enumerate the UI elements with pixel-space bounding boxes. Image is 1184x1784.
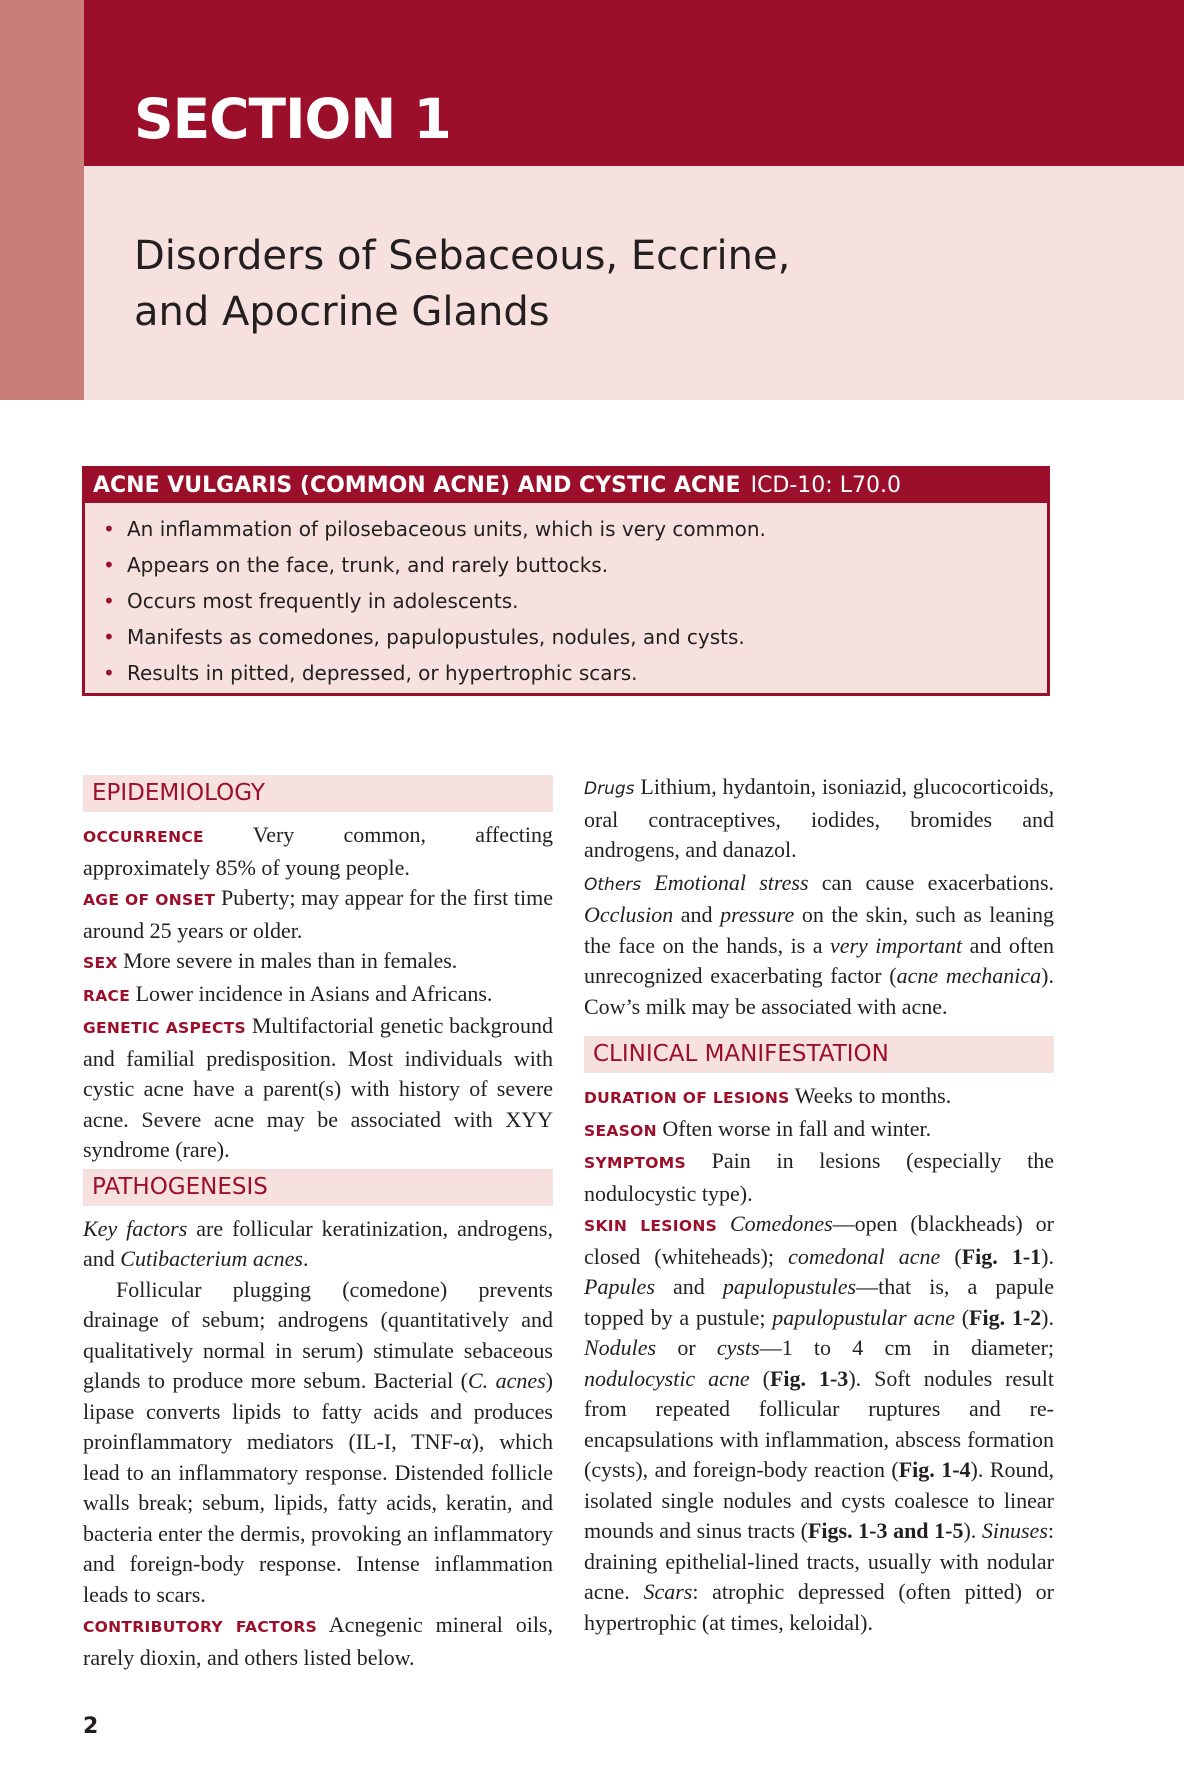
right-column: [584, 772, 1054, 1638]
bullet-icon: •: [103, 661, 115, 685]
sex-label: SEX: [83, 954, 118, 972]
figure-reference: Fig. 1-3: [769, 1365, 849, 1391]
others-label: Others: [584, 874, 642, 895]
summary-bullet: • Manifests as comedones, papulopustules, nodules, and cysts.: [103, 619, 1047, 655]
genetic-aspects-paragraph: GENETIC ASPECTS Multifactorial genetic background and familial predisposition. Most individuals with cystic acne have a parent(s) with history of severe acne. Severe acne may be associated with XYY syndrome (rare).: [83, 1013, 554, 1162]
season-label: SEASON: [584, 1121, 657, 1140]
decorative-sidebar: [0, 0, 84, 400]
duration-paragraph: DURATION OF LESIONS Weeks to months.: [584, 1083, 952, 1108]
skin-lesions-paragraph: SKIN LESIONS Comedones—open (blackheads) or closed (whiteheads); comedonal acne (Fig. 1-1). Papules and papulopustules—that is, a papule topped by a pustule; papulopustular acne (Fig. 1-2). Nodules or cysts—1 to 4 cm in diameter; nodulocystic acne (Fig. 1-3). Soft nodules result from repeated follicular ruptures and re-encapsulations with inflammation, abscess formation (cysts), and foreign-body reaction (Fig. 1-4). Round, isolated single nodules and cysts coalesce to linear mounds and sinus tracts (Figs. 1-3 and 1-5). Sinuses: draining epithelial-lined tracts, usually with nodular acne. Scars: atrophic depressed (often pitted) or hypertrophic (at times, keloidal).: [584, 1211, 1055, 1635]
chapter-title: [134, 228, 790, 340]
icd-code: ICD-10: L70.0: [750, 473, 901, 498]
summary-bullet: • Occurs most frequently in adolescents.: [103, 583, 1047, 619]
sex-paragraph: SEX More severe in males than in females.: [83, 948, 458, 973]
summary-bullet: • Appears on the face, trunk, and rarely buttocks.: [103, 547, 1047, 583]
occurrence-label: OCCURRENCE: [83, 828, 204, 846]
race-label: RACE: [83, 986, 131, 1005]
summary-bullet-list: [85, 503, 1047, 691]
contributory-factors-paragraph: CONTRIBUTORY FACTORS Acnegenic mineral oils, rarely dioxin, and others listed below.: [83, 1612, 553, 1670]
race-paragraph: RACE Lower incidence in Asians and Africans.: [83, 980, 493, 1006]
figure-reference: Figs. 1-3 and 1-5: [807, 1518, 964, 1543]
pathogenesis-heading: PATHOGENESIS: [83, 1169, 553, 1206]
symptoms-label: SYMPTOMS: [584, 1154, 686, 1172]
skin-lesions-label: SKIN LESIONS: [584, 1217, 718, 1235]
page-number: 2: [83, 1714, 99, 1739]
genetic-aspects-label: GENETIC ASPECTS: [83, 1019, 247, 1037]
summary-box-header: [85, 469, 1047, 503]
symptoms-paragraph: SYMPTOMS Pain in lesions (especially the nodulocystic type).: [584, 1148, 1055, 1206]
bullet-icon: •: [103, 553, 115, 577]
summary-box-title: ACNE VULGARIS (COMMON ACNE) AND CYSTIC ACNE: [93, 473, 741, 498]
drugs-paragraph: Drugs Lithium, hydantoin, isoniazid, glucocorticoids, oral contraceptives, iodides, bromides and androgens, and danazol.: [584, 774, 1055, 862]
clinical-manifestation-heading: CLINICAL MANIFESTATION: [584, 1036, 1054, 1073]
others-paragraph: Others Emotional stress can cause exacerbations. Occlusion and pressure on the skin, such as leaning the face on the hands, is a very important and often unrecognized exacerbating factor (acne mechanica). Cow’s milk may be associated with acne.: [584, 869, 1055, 1019]
summary-box: [82, 466, 1050, 696]
bullet-icon: •: [103, 517, 115, 541]
age-of-onset-label: AGE OF ONSET: [83, 891, 216, 909]
summary-bullet: • An inflammation of pilosebaceous units, which is very common.: [103, 511, 1047, 547]
drugs-label: Drugs: [584, 779, 635, 799]
figure-reference: Fig. 1-2: [969, 1304, 1042, 1330]
season-paragraph: SEASON Often worse in fall and winter.: [584, 1115, 932, 1141]
contributory-factors-label: CONTRIBUTORY FACTORS: [83, 1618, 318, 1636]
figure-reference: Fig. 1-4: [898, 1457, 971, 1482]
section-title: SECTION 1: [134, 87, 451, 151]
figure-reference: Fig. 1-1: [961, 1243, 1042, 1269]
bullet-icon: •: [103, 589, 115, 613]
chapter-title-line-1: Disorders of Sebaceous, Eccrine,: [134, 233, 791, 279]
key-factors-paragraph: Key factors are follicular keratinization, androgens, and Cutibacterium acnes.: [83, 1215, 553, 1271]
epidemiology-heading: EPIDEMIOLOGY: [83, 775, 553, 812]
summary-bullet: • Results in pitted, depressed, or hypertrophic scars.: [103, 655, 1047, 691]
chapter-title-line-2: and Apocrine Glands: [134, 289, 550, 335]
age-of-onset-paragraph: AGE OF ONSET Puberty; may appear for the first time around 25 years or older.: [83, 885, 554, 943]
duration-label: DURATION OF LESIONS: [584, 1089, 790, 1107]
bullet-icon: •: [103, 625, 115, 649]
left-column: [83, 772, 553, 1673]
pathogenesis-paragraph: Follicular plugging (comedone) prevents drainage of sebum; androgens (quantitatively and qualitatively normal in serum) stimulate sebaceous glands to produce more sebum. Bacterial (C. acnes) lipase converts lipids to fatty acids and produces proinflammatory mediators (IL-I, TNF-α), which lead to an inflammatory response. Distended follicle walls break; sebum, lipids, fatty acids, keratin, and bacteria enter the dermis, provoking an inflammatory and foreign-body response. Intense inflammation leads to scars.: [83, 1276, 553, 1607]
occurrence-paragraph: OCCURRENCE Very common, affecting approximately 85% of young people.: [83, 822, 553, 880]
